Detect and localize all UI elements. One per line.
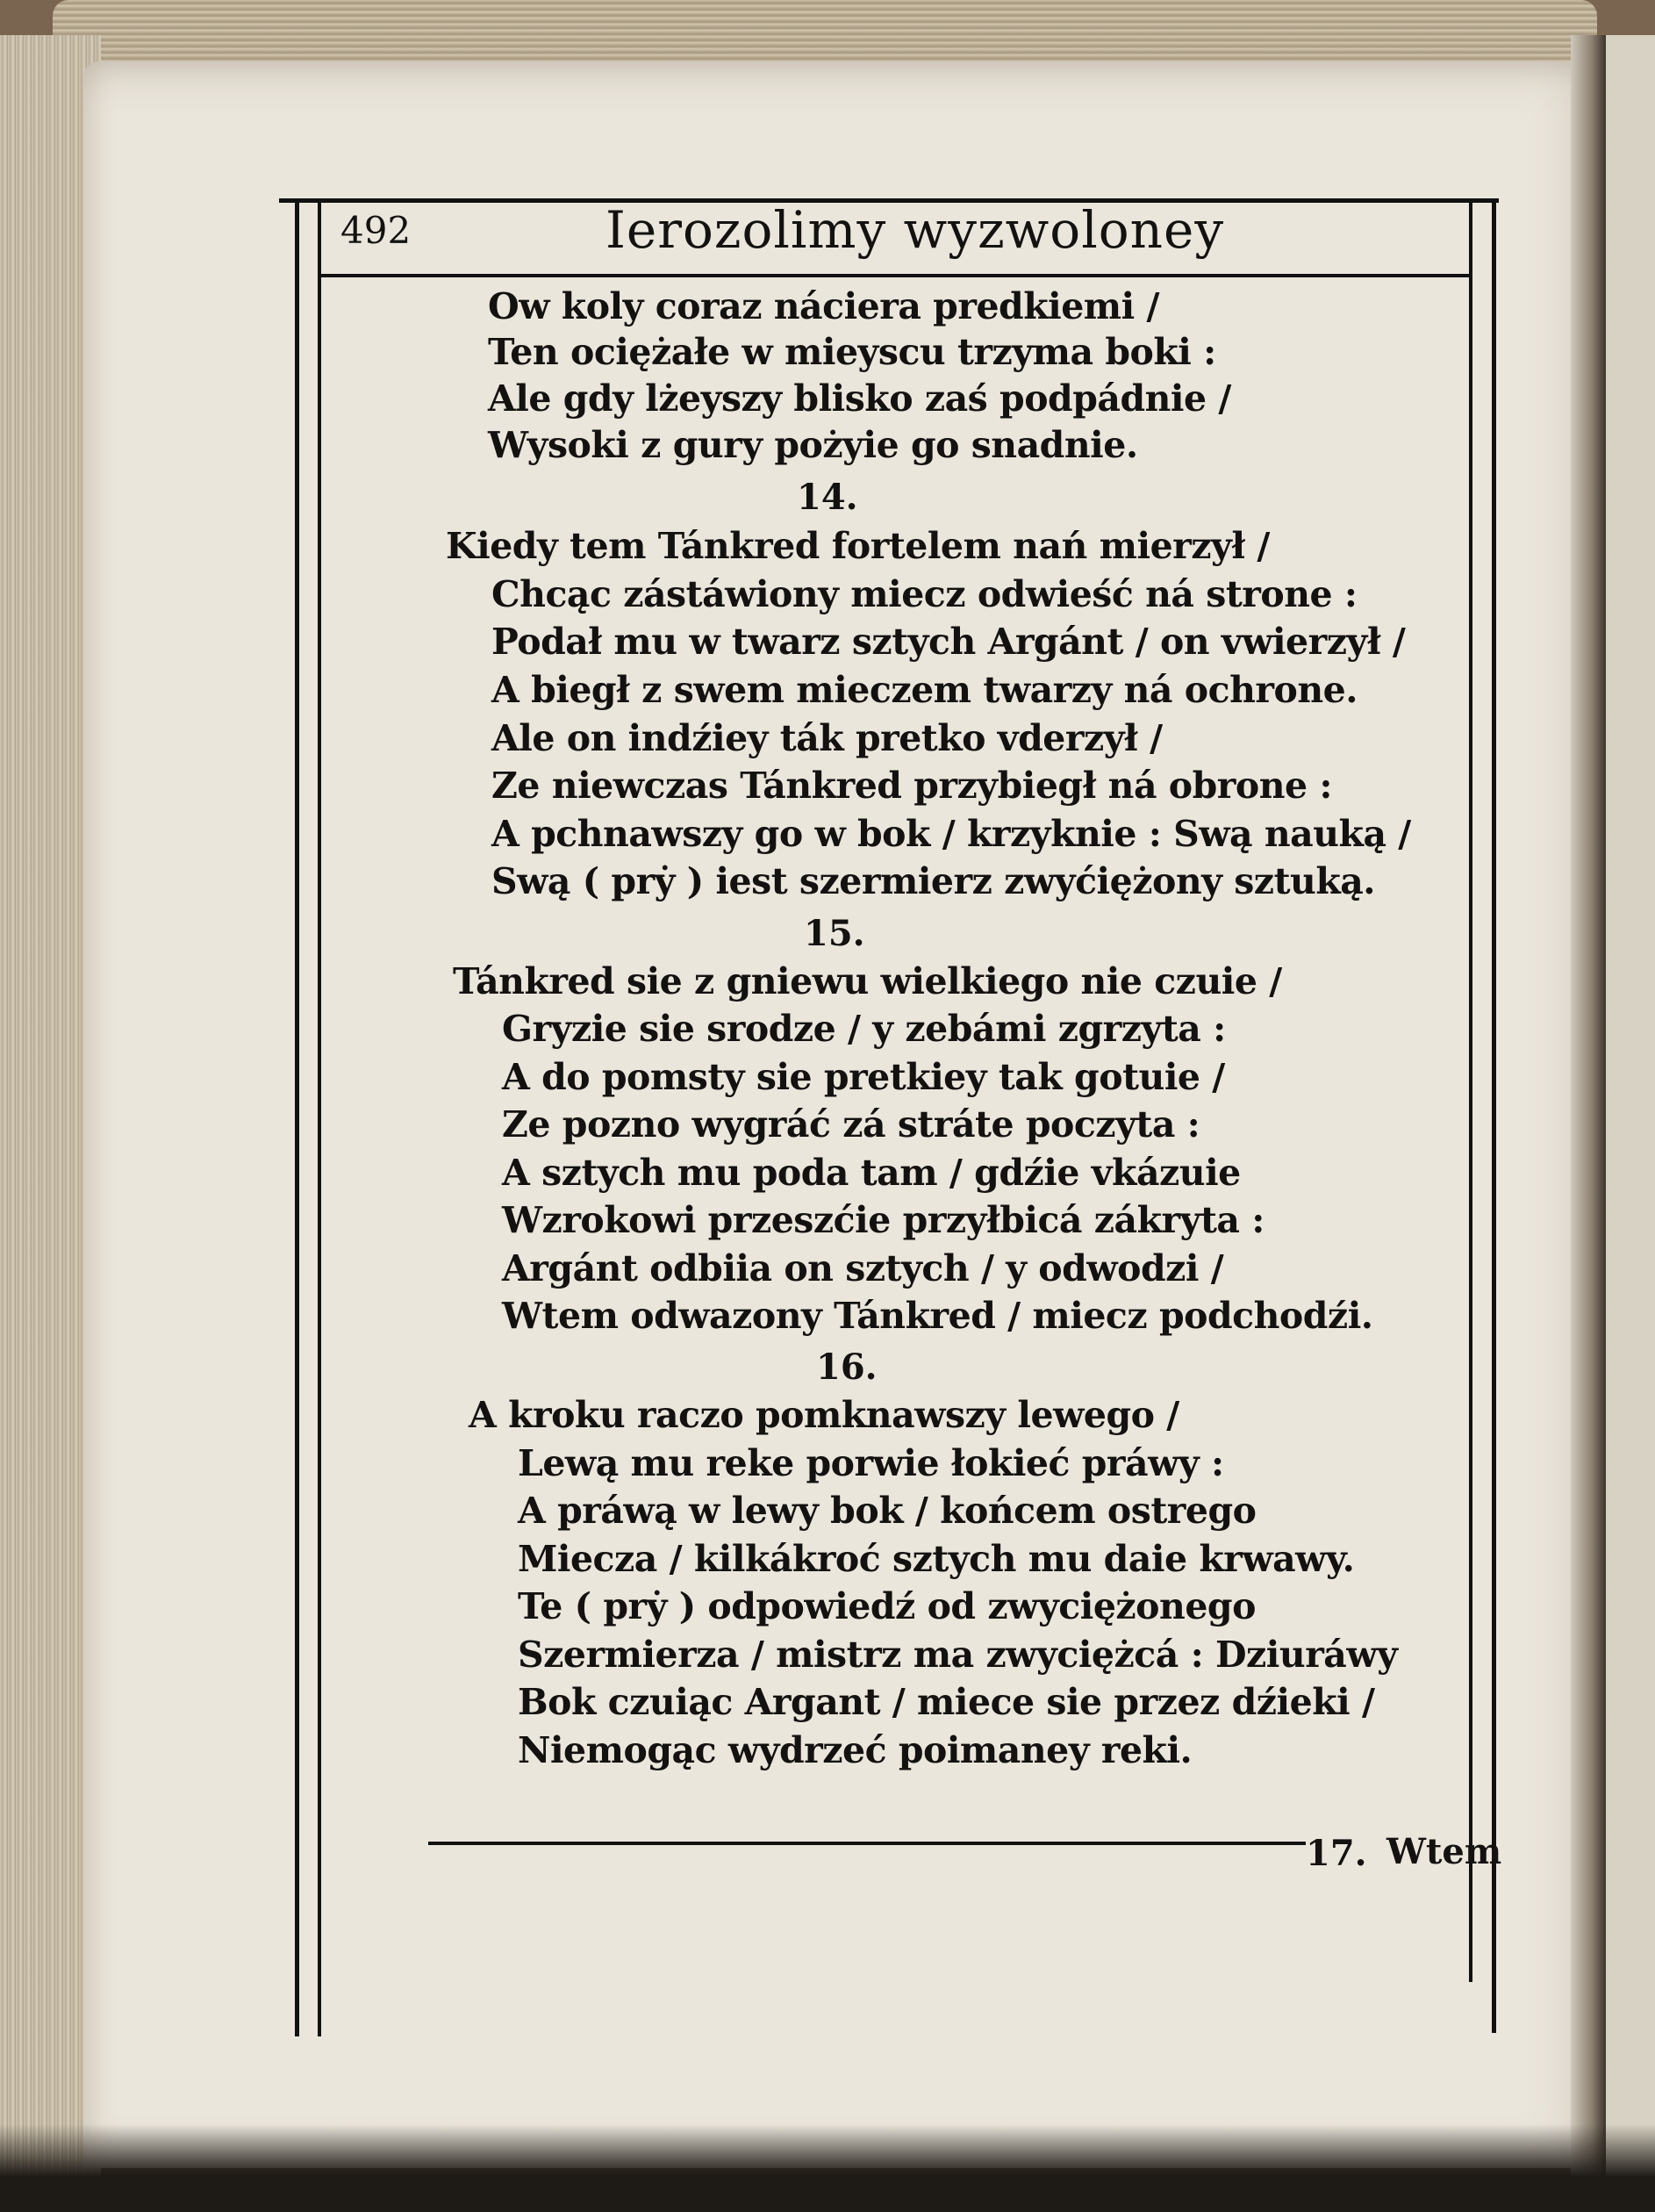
- verse-line: Podał mu w twarz sztych Argánt / on vwierzył /: [491, 621, 1406, 663]
- page-number: 492: [340, 209, 412, 252]
- page-edges-top: [53, 0, 1597, 61]
- verse-line: Miecza / kilkákroć sztych mu daie krwawy.: [518, 1538, 1355, 1580]
- verse-line: A biegł z swem mieczem twarzy ná ochrone.: [491, 669, 1358, 711]
- verse-line: Bok czuiąc Argant / miece sie przez dźieki /: [518, 1681, 1375, 1723]
- right-page-sliver: [1606, 35, 1655, 2177]
- verse-line: A práwą w lewy bok / końcem ostrego: [518, 1490, 1257, 1532]
- verse-line: Ten ociężałe w mieyscu trzyma boki :: [488, 331, 1216, 373]
- verse-line: Lewą mu reke porwie łokieć práwy :: [518, 1442, 1224, 1484]
- stanza-number: 16.: [816, 1347, 878, 1388]
- stanza-number: 15.: [804, 913, 865, 954]
- verse-line: Tánkred sie z gniewu wielkiego nie czuie /: [453, 960, 1282, 1002]
- verse-line: Ze pozno wygráć zá stráte poczyta :: [502, 1103, 1200, 1146]
- verse-line: Szermierza / mistrz ma zwyciężcá : Dziuráwy: [518, 1634, 1398, 1676]
- verse-line: A do pomsty sie pretkiey tak gotuie /: [502, 1056, 1225, 1098]
- verse-line: A sztych mu poda tam / gdźie vkázuie: [502, 1152, 1241, 1194]
- border-right-inner: [1469, 200, 1472, 1982]
- footer-rule: [428, 1842, 1306, 1845]
- verse-line: Wysoki z gury pożyie go snadnie.: [488, 424, 1138, 466]
- border-right-outer: [1492, 198, 1496, 2033]
- verse-line: Ale gdy lżeyszy blisko zaś podpádnie /: [488, 377, 1231, 420]
- verse-line: A pchnawszy go w bok / krzyknie : Swą nauką /: [491, 813, 1411, 855]
- verse-line: Chcąc zástáwiony miecz odwieść ná strone :: [491, 573, 1358, 615]
- verse-line: Kiedy tem Tánkred fortelem nań mierzył /: [446, 525, 1270, 567]
- verse-line: Niemogąc wydrzeć poimaney reki.: [518, 1729, 1193, 1771]
- verse-line: Gryzie sie srodze / y zebámi zgrzyta :: [502, 1008, 1226, 1050]
- border-left-outer: [295, 202, 299, 2036]
- verse-line: Wtem odwazony Tánkred / miecz podchodźi.: [502, 1295, 1373, 1337]
- catchword-number: 17.: [1306, 1833, 1367, 1874]
- verse-line: Ze niewczas Tánkred przybiegł ná obrone :: [491, 765, 1333, 807]
- bottom-shadow: [0, 2124, 1655, 2212]
- running-head: Ierozolimy wyzwoloney: [605, 200, 1225, 260]
- verse-line: Swą ( prẏ ) iest szermierz zwyćiężony sztuką.: [491, 860, 1376, 902]
- verse-line: Te ( prẏ ) odpowiedź od zwyciężonego: [518, 1585, 1256, 1627]
- verse-line: A kroku raczo pomknawszy lewego /: [469, 1394, 1179, 1436]
- verse-line: Wzrokowi przeszćie przyłbicá zákryta :: [502, 1199, 1265, 1241]
- stanza-number: 14.: [797, 477, 858, 518]
- verse-line: Ow koly coraz náciera predkiemi /: [488, 285, 1159, 327]
- catchword: Wtem: [1386, 1831, 1502, 1872]
- book-gutter: [1571, 35, 1606, 2177]
- header-underline: [321, 274, 1471, 277]
- verse-line: Argánt odbiia on sztych / y odwodzi /: [502, 1247, 1224, 1289]
- border-left-inner: [318, 200, 321, 2036]
- verse-line: Ale on indźiey ták pretko vderzył /: [491, 717, 1163, 759]
